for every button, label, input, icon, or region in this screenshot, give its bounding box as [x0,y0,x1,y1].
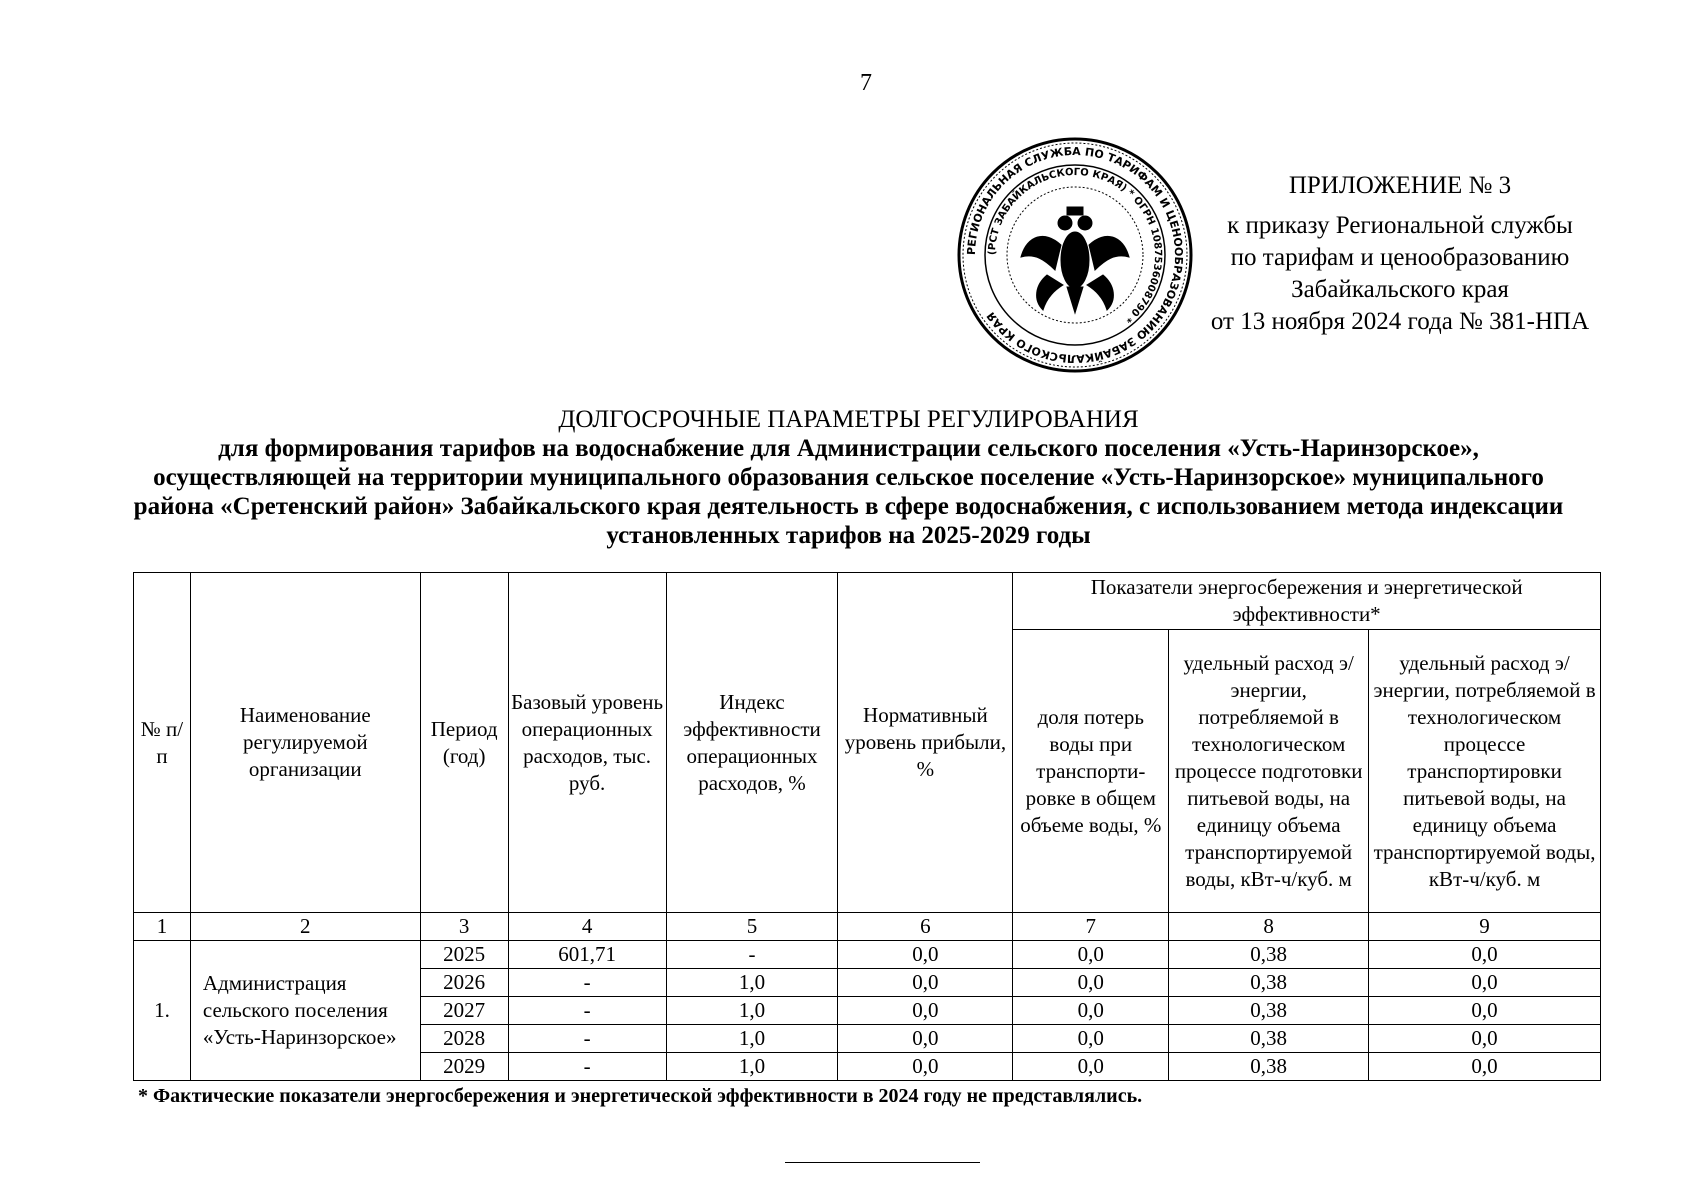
header-energy-prep: удельный расход э/энергии, потребляемой в технологическом процессе подготовки питьевой воды, на единицу объема транспортируемой воды, кВт-ч/куб. м [1169,630,1369,913]
regulation-parameters-table [133,572,1601,1081]
appendix-line: от 13 ноября 2024 года № 381-НПА [1210,308,1590,335]
cell-profit: 0,0 [838,997,1013,1025]
cell-loss: 0,0 [1013,969,1169,997]
col-number: 9 [1369,913,1601,941]
cell-index: 1,0 [666,997,838,1025]
appendix-line: по тарифам и ценообразованию [1230,244,1570,271]
cell-base: 601,71 [508,941,666,969]
cell-profit: 0,0 [838,969,1013,997]
seal-outer-text: РЕГИОНАЛЬНАЯ СЛУЖБА ПО ТАРИФАМ И ЦЕНООБРАЗОВАНИЮ ЗАБАЙКАЛЬСКОГО КРАЯ [964,144,1186,366]
cell-energy-prep: 0,38 [1169,997,1369,1025]
cell-loss: 0,0 [1013,941,1169,969]
appendix-title: ПРИЛОЖЕНИЕ № 3 [1288,172,1512,199]
cell-year: 2025 [420,941,508,969]
cell-base: - [508,997,666,1025]
col-number: 4 [508,913,666,941]
footnote: * Фактические показатели энергосбережения и энергетической эффективности в 2024 году не представлялись. [138,1085,1143,1107]
cell-year: 2027 [420,997,508,1025]
header-loss: доля потерь воды при транспорти-ровке в общем объеме воды, % [1013,630,1169,913]
header-base: Базовый уровень операционных расходов, тыс. руб. [508,573,666,913]
page-number: 7 [860,70,872,96]
header-profit: Нормативный уровень прибыли, % [838,573,1013,913]
header-org: Наименование регулируемой организации [190,573,420,913]
cell-index: - [666,941,838,969]
cell-energy-trans: 0,0 [1369,941,1601,969]
seal-inner-text: (РСТ ЗАБАЙКАЛЬСКОГО КРАЯ) * ОГРН 1087536008790 * [986,166,1164,325]
header-energy-group: Показатели энергосбережения и энергетической эффективности* [1013,573,1601,630]
col-number: 2 [190,913,420,941]
cell-energy-prep: 0,38 [1169,941,1369,969]
cell-energy-prep: 0,38 [1169,1053,1369,1081]
footer-divider [785,1162,980,1163]
cell-profit: 0,0 [838,1053,1013,1081]
cell-energy-trans: 0,0 [1369,1025,1601,1053]
header-index: Индекс эффективности операционных расходов, % [666,573,838,913]
col-number: 6 [838,913,1013,941]
cell-profit: 0,0 [838,1025,1013,1053]
col-number: 5 [666,913,838,941]
appendix-block [1160,170,1640,338]
column-number-row [134,913,1601,941]
cell-profit: 0,0 [838,941,1013,969]
document-title: ДОЛГОСРОЧНЫЕ ПАРАМЕТРЫ РЕГУЛИРОВАНИЯ [558,406,1139,433]
col-number: 7 [1013,913,1169,941]
cell-index: 1,0 [666,969,838,997]
cell-energy-prep: 0,38 [1169,1025,1369,1053]
appendix-line: к приказу Региональной службы [1227,212,1573,239]
cell-energy-prep: 0,38 [1169,969,1369,997]
cell-base: - [508,1053,666,1081]
table-row [134,941,1601,969]
cell-index: 1,0 [666,1053,838,1081]
cell-energy-trans: 0,0 [1369,969,1601,997]
eagle-emblem-icon [1021,207,1129,313]
header-num: № п/п [134,573,191,913]
col-number: 8 [1169,913,1369,941]
cell-index: 1,0 [666,1025,838,1053]
cell-year: 2026 [420,969,508,997]
official-seal-icon [955,135,1195,375]
cell-energy-trans: 0,0 [1369,997,1601,1025]
document-subtitle: для формирования тарифов на водоснабжение для Администрации сельского поселения «Усть-Наринзорское», осуществляющей на территории муниципального образования сельское поселение «Усть-Наринзорское» муниципального района «Сретенский район» Забайкальского края деятельность в сфере водоснабжения, с использованием метода индексации установленных тарифов на 2025-2029 годы [133,435,1564,549]
appendix-line: Забайкальского края [1291,276,1509,303]
cell-year: 2029 [420,1053,508,1081]
cell-loss: 0,0 [1013,997,1169,1025]
cell-base: - [508,969,666,997]
col-number: 3 [420,913,508,941]
document-heading [0,405,1697,550]
header-energy-trans: удельный расход э/энергии, потребляемой в технологическом процессе транспортировки питьевой воды, на единицу объема транспортируемой воды, кВт-ч/куб. м [1369,630,1601,913]
header-period: Период (год) [420,573,508,913]
cell-loss: 0,0 [1013,1025,1169,1053]
organization-name: Администрация сельского поселения «Усть-Наринзорское» [190,941,420,1081]
cell-energy-trans: 0,0 [1369,1053,1601,1081]
entry-number: 1. [134,941,191,1081]
cell-year: 2028 [420,1025,508,1053]
col-number: 1 [134,913,191,941]
cell-loss: 0,0 [1013,1053,1169,1081]
cell-base: - [508,1025,666,1053]
